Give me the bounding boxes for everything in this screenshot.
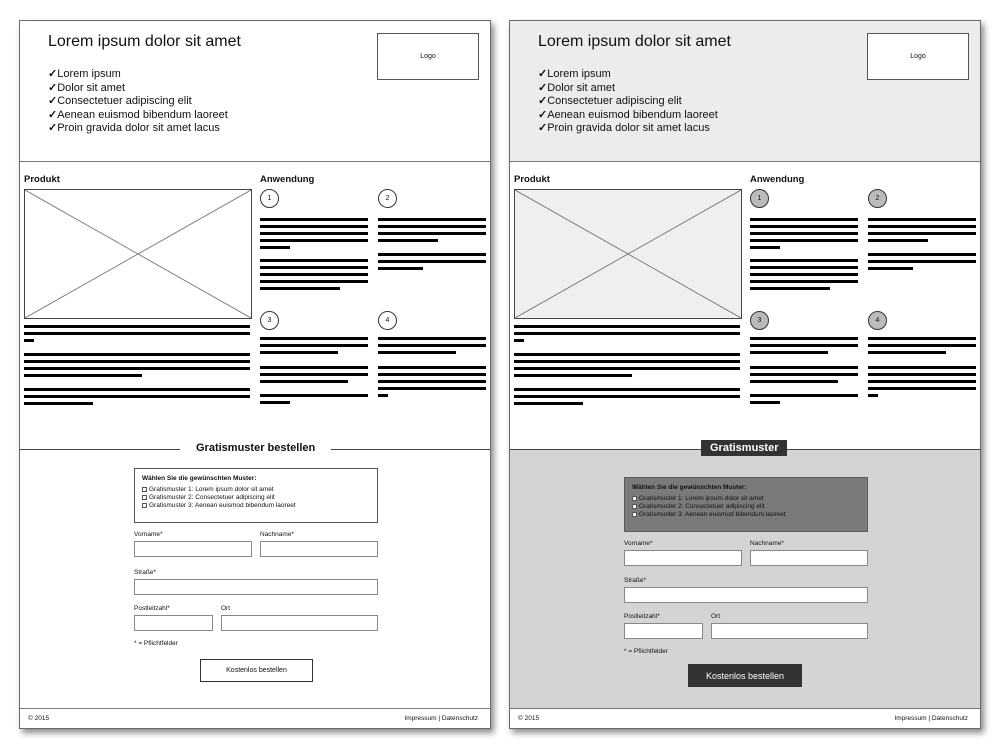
placeholder-text-line: [750, 287, 830, 290]
street-label: Straße*: [624, 577, 647, 584]
lastname-input[interactable]: [260, 541, 378, 557]
footer: [510, 708, 980, 729]
samples-prompt: Wählen Sie die gewünschten Muster:: [142, 475, 257, 482]
placeholder-text-line: [868, 387, 976, 390]
order-heading: Gratismuster: [701, 440, 787, 456]
city-input[interactable]: [221, 615, 378, 631]
step-badge-2: 2: [378, 189, 397, 208]
placeholder-text-line: [260, 246, 290, 249]
sample-option-1[interactable]: Gratismuster 1: Lorem ipsum dolor sit amet: [632, 495, 860, 503]
placeholder-text-line: [514, 367, 740, 370]
placeholder-text-line: [868, 253, 976, 256]
placeholder-text-line: [260, 273, 368, 276]
placeholder-text-line: [514, 402, 583, 405]
checkbox-icon[interactable]: [142, 495, 147, 500]
city-label: Ort: [221, 605, 231, 612]
placeholder-text-line: [514, 374, 632, 377]
placeholder-text-line: [750, 351, 828, 354]
placeholder-text-line: [750, 259, 858, 262]
placeholder-text-line: [378, 218, 486, 221]
placeholder-text-line: [750, 280, 858, 283]
placeholder-text-line: [750, 218, 858, 221]
placeholder-text-line: [868, 218, 976, 221]
benefit-item: ✓ Lorem ipsum: [48, 68, 228, 82]
firstname-input[interactable]: [134, 541, 252, 557]
placeholder-text-line: [750, 373, 858, 376]
placeholder-text-line: [260, 401, 290, 404]
placeholder-text-line: [260, 344, 368, 347]
street-input[interactable]: [134, 579, 378, 595]
placeholder-text-line: [514, 388, 740, 391]
placeholder-text-line: [24, 374, 142, 377]
placeholder-text-line: [750, 232, 858, 235]
placeholder-text-line: [750, 380, 838, 383]
street-input[interactable]: [624, 587, 868, 603]
placeholder-text-line: [514, 353, 740, 356]
placeholder-text-line: [24, 339, 34, 342]
footer-links[interactable]: Impressum | Datenschutz: [894, 715, 968, 722]
logo-label: Logo: [910, 53, 926, 60]
placeholder-text-line: [378, 253, 486, 256]
benefit-item: ✓ Dolor sit amet: [538, 82, 718, 96]
product-heading: Produkt: [24, 174, 60, 185]
placeholder-text-line: [378, 267, 423, 270]
placeholder-text-line: [378, 351, 456, 354]
benefit-item: ✓ Aenean euismod bibendum laoreet: [48, 109, 228, 123]
placeholder-text-line: [514, 395, 740, 398]
submit-button[interactable]: Kostenlos bestellen: [688, 664, 802, 687]
placeholder-text-line: [260, 218, 368, 221]
checkbox-icon[interactable]: [632, 512, 637, 517]
sample-selection-box: [134, 468, 378, 523]
lastname-input[interactable]: [750, 550, 868, 566]
placeholder-text-line: [260, 366, 368, 369]
placeholder-text-line: [868, 380, 976, 383]
usage-heading: Anwendung: [750, 174, 805, 185]
placeholder-text-line: [868, 351, 946, 354]
placeholder-text-line: [750, 266, 858, 269]
header-section: [20, 21, 490, 162]
placeholder-text-line: [868, 373, 976, 376]
placeholder-text-line: [868, 232, 976, 235]
placeholder-text-line: [378, 387, 486, 390]
placeholder-text-line: [868, 337, 976, 340]
placeholder-text-line: [24, 325, 250, 328]
placeholder-text-line: [378, 232, 486, 235]
submit-button[interactable]: Kostenlos bestellen: [200, 659, 313, 682]
placeholder-text-line: [260, 266, 368, 269]
sample-option-3[interactable]: Gratismuster 3: Aenean euismod bibendum laoreet: [632, 511, 860, 519]
placeholder-text-line: [514, 332, 740, 335]
placeholder-text-line: [378, 380, 486, 383]
checkbox-icon[interactable]: [632, 504, 637, 509]
placeholder-text-line: [750, 366, 858, 369]
placeholder-text-line: [260, 232, 368, 235]
placeholder-text-line: [260, 337, 368, 340]
sample-selection-box: [624, 477, 868, 532]
lastname-label: Nachname*: [750, 540, 784, 547]
placeholder-text-line: [378, 394, 388, 397]
placeholder-text-line: [868, 260, 976, 263]
order-heading: Gratismuster bestellen: [180, 442, 331, 454]
logo-label: Logo: [420, 53, 436, 60]
benefit-item: ✓ Proin gravida dolor sit amet lacus: [538, 122, 718, 136]
firstname-label: Vorname*: [624, 540, 653, 547]
placeholder-text-line: [260, 351, 338, 354]
placeholder-text-line: [260, 280, 368, 283]
zip-label: Postleitzahl*: [134, 605, 170, 612]
placeholder-text-line: [260, 380, 348, 383]
placeholder-text-line: [378, 366, 486, 369]
benefit-item: ✓ Proin gravida dolor sit amet lacus: [48, 122, 228, 136]
samples-prompt: Wählen Sie die gewünschten Muster:: [632, 484, 747, 491]
logo-placeholder: [377, 33, 479, 80]
placeholder-text-line: [260, 287, 340, 290]
page-title: Lorem ipsum dolor sit amet: [538, 33, 731, 50]
placeholder-text-line: [514, 325, 740, 328]
sample-option-2[interactable]: Gratismuster 2: Consectetuer adipiscing elit: [142, 494, 370, 502]
placeholder-text-line: [260, 394, 368, 397]
zip-input[interactable]: [624, 623, 703, 639]
placeholder-text-line: [514, 360, 740, 363]
step-badge-1: 1: [260, 189, 279, 208]
placeholder-text-line: [24, 388, 250, 391]
checkbox-icon[interactable]: [142, 487, 147, 492]
city-input[interactable]: [711, 623, 868, 639]
firstname-input[interactable]: [624, 550, 742, 566]
product-heading: Produkt: [514, 174, 550, 185]
step-badge-3: 3: [260, 311, 279, 330]
placeholder-text-line: [24, 360, 250, 363]
usage-heading: Anwendung: [260, 174, 315, 185]
step-badge-4: 4: [378, 311, 397, 330]
placeholder-text-line: [750, 394, 858, 397]
placeholder-text-line: [750, 401, 780, 404]
footer-links[interactable]: Impressum | Datenschutz: [404, 715, 478, 722]
footer: [20, 708, 490, 729]
placeholder-text-line: [868, 239, 928, 242]
zip-input[interactable]: [134, 615, 213, 631]
header-section: [510, 21, 980, 162]
benefit-item: ✓ Dolor sit amet: [48, 82, 228, 96]
placeholder-text-line: [378, 337, 486, 340]
placeholder-text-line: [24, 353, 250, 356]
placeholder-text-line: [260, 239, 368, 242]
wireframe-variant-a: [19, 20, 491, 729]
street-label: Straße*: [134, 569, 157, 576]
checkbox-icon[interactable]: [142, 503, 147, 508]
placeholder-text-line: [378, 344, 486, 347]
wireframe-variant-b: [509, 20, 981, 729]
placeholder-text-line: [24, 402, 93, 405]
placeholder-text-line: [378, 260, 486, 263]
checkbox-icon[interactable]: [632, 496, 637, 501]
sample-option-1[interactable]: Gratismuster 1: Lorem ipsum dolor sit amet: [142, 486, 370, 494]
placeholder-text-line: [750, 344, 858, 347]
required-note: * = Pflichtfelder: [134, 640, 178, 647]
placeholder-text-line: [750, 239, 858, 242]
placeholder-text-line: [868, 225, 976, 228]
placeholder-text-line: [378, 239, 438, 242]
city-label: Ort: [711, 613, 721, 620]
placeholder-text-line: [750, 273, 858, 276]
benefit-item: ✓ Aenean euismod bibendum laoreet: [538, 109, 718, 123]
placeholder-text-line: [260, 225, 368, 228]
step-badge-2: 2: [868, 189, 887, 208]
product-image-placeholder: [24, 189, 252, 319]
placeholder-text-line: [378, 225, 486, 228]
sample-option-2[interactable]: Gratismuster 2: Consectetuer adipiscing elit: [632, 503, 860, 511]
product-image-placeholder: [514, 189, 742, 319]
placeholder-text-line: [868, 394, 878, 397]
placeholder-text-line: [24, 395, 250, 398]
placeholder-text-line: [260, 259, 368, 262]
placeholder-text-line: [750, 337, 858, 340]
placeholder-text-line: [378, 373, 486, 376]
placeholder-text-line: [750, 246, 780, 249]
placeholder-text-line: [750, 225, 858, 228]
placeholder-text-line: [868, 366, 976, 369]
placeholder-text-line: [514, 339, 524, 342]
step-badge-1: 1: [750, 189, 769, 208]
benefit-list: [538, 68, 718, 136]
placeholder-text-line: [868, 344, 976, 347]
required-note: * = Pflichtfelder: [624, 648, 668, 655]
benefit-item: ✓ Consectetuer adipiscing elit: [48, 95, 228, 109]
logo-placeholder: [867, 33, 969, 80]
firstname-label: Vorname*: [134, 531, 163, 538]
copyright-text: © 2015: [518, 715, 540, 722]
benefit-item: ✓ Lorem ipsum: [538, 68, 718, 82]
step-badge-4: 4: [868, 311, 887, 330]
sample-option-3[interactable]: Gratismuster 3: Aenean euismod bibendum laoreet: [142, 502, 370, 510]
zip-label: Postleitzahl*: [624, 613, 660, 620]
page-title: Lorem ipsum dolor sit amet: [48, 33, 241, 50]
benefit-list: [48, 68, 228, 136]
placeholder-text-line: [24, 367, 250, 370]
lastname-label: Nachname*: [260, 531, 294, 538]
benefit-item: ✓ Consectetuer adipiscing elit: [538, 95, 718, 109]
placeholder-text-line: [24, 332, 250, 335]
placeholder-text-line: [260, 373, 368, 376]
placeholder-text-line: [868, 267, 913, 270]
step-badge-3: 3: [750, 311, 769, 330]
copyright-text: © 2015: [28, 715, 50, 722]
